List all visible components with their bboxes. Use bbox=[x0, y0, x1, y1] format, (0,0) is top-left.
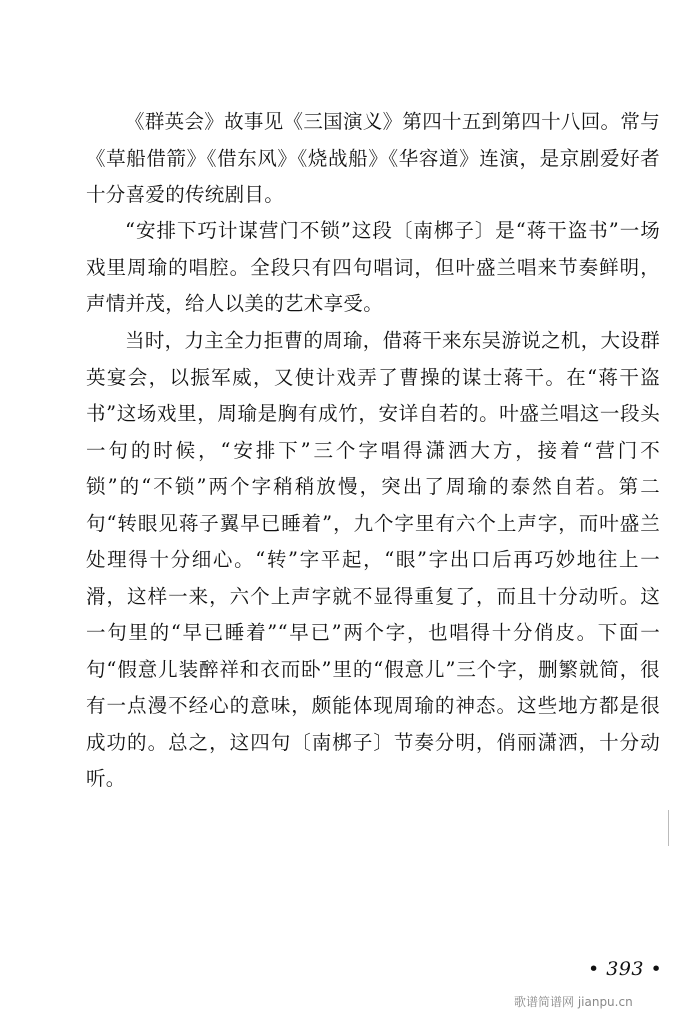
paragraph-intro: 《群英会》故事见《三国演义》第四十五到第四十八回。常与《草船借箭》《借东风》《烧战船》《华容道》连演，是京剧爱好者十分喜爱的传统剧目。 bbox=[86, 110, 660, 206]
page-number: • 393 • bbox=[588, 958, 663, 980]
paragraph-analysis: 当时，力主全力拒曹的周瑜，借蒋干来东吴游说之机，大设群英宴会，以振军威，又使计戏弄了曹操的谋士蒋干。在“蒋干盗书”这场戏里，周瑜是胸有成竹，安详自若的。叶盛兰唱这一段头一句的时候，“安排下”三个字唱得潇洒大方，接着“营门不锁”的“不锁”两个字稍稍放慢，突出了周瑜的泰然自若。第二句“转眼见蒋子翼早已睡着”，九个字里有六个上声字，而叶盛兰处理得十分细心。“转”字平起，“眼”字出口后再巧妙地往上一滑，这样一来，六个上声字就不显得重复了，而且十分动听。这一句里的“早已睡着”“早已”两个字，也唱得十分俏皮。下面一句“假意儿装醉祥和衣而卧”里的“假意儿”三个字，删繁就简，很有一点漫不经心的意味，颇能体现周瑜的神态。这些地方都是很成功的。总之，这四句〔南梆子〕节奏分明，俏丽潇洒，十分动听。 bbox=[86, 329, 660, 790]
watermark: 歌谱简谱网 jianpu.cn bbox=[514, 995, 633, 1009]
margin-mark bbox=[668, 810, 669, 846]
paragraph-aria-description: “安排下巧计谋营门不锁”这段〔南梆子〕是“蒋干盗书”一场戏里周瑜的唱腔。全段只有四句唱词，但叶盛兰唱来节奏鲜明，声情并茂，给人以美的艺术享受。 bbox=[86, 219, 660, 315]
